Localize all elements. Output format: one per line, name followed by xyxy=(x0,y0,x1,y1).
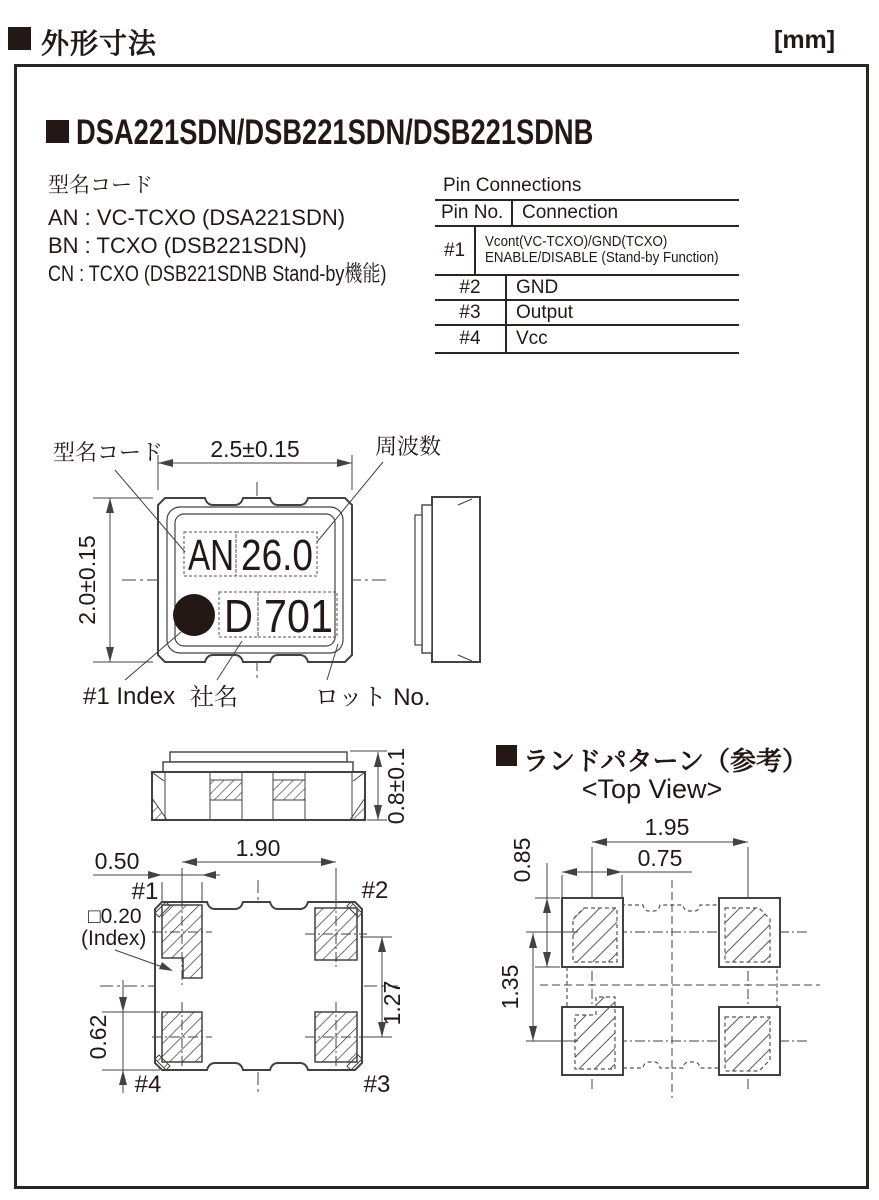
index-size: □0.20 xyxy=(88,905,142,928)
side-view-drawing xyxy=(145,740,425,825)
dim-pitch-y: 1.27 xyxy=(379,980,405,1026)
model-code-heading: 型名コード xyxy=(48,174,153,197)
pin-no: #1 xyxy=(435,227,476,274)
dim-pitch-x: 1.90 xyxy=(235,840,281,861)
arrowhead-icon xyxy=(106,647,114,662)
side-profile-lid xyxy=(422,505,432,653)
arrowhead-icon xyxy=(378,937,386,952)
dim-pad-width: 0.75 xyxy=(637,845,683,871)
arrowhead-icon xyxy=(202,871,216,879)
pin1-label: #1 xyxy=(131,878,159,905)
arrowhead-icon xyxy=(119,1070,127,1085)
marking-company: D xyxy=(224,590,253,642)
arrowhead-icon xyxy=(529,933,537,948)
arrowhead-icon xyxy=(543,898,551,913)
pad-4 xyxy=(162,1012,202,1062)
section-title: 外形寸法 xyxy=(41,28,158,59)
product-title: DSA221SDN/DSB221SDN/DSB221SDNB xyxy=(76,113,594,152)
land-pattern-drawing xyxy=(490,815,870,1110)
dim-pitch-y: 1.35 xyxy=(497,964,523,1010)
device-pad-overlay xyxy=(725,908,770,962)
pin-table-title: Pin Connections xyxy=(443,175,582,196)
table-row xyxy=(435,276,739,301)
table-row xyxy=(435,301,739,326)
arrowhead-icon xyxy=(562,868,577,876)
pin2-label: #2 xyxy=(361,877,389,904)
model-code-block xyxy=(48,172,461,288)
connection-col-header: Connection xyxy=(522,202,619,223)
pin-connection: Output xyxy=(516,301,574,323)
label-company: 社名 xyxy=(190,684,238,711)
title-bullet-icon xyxy=(46,120,69,143)
pin3-label: #3 xyxy=(363,1071,391,1098)
model-code-item: CN : TCXO (DSB221SDNB Stand-by機能) xyxy=(48,261,387,286)
pin-no: #2 xyxy=(435,276,507,299)
section-bullet-icon xyxy=(8,27,31,50)
side-profile-lid xyxy=(415,515,422,645)
arrowhead-icon xyxy=(592,838,607,846)
pad-section xyxy=(273,780,305,800)
table-row xyxy=(435,326,739,354)
marking-lot: 701 xyxy=(264,590,333,642)
dim-pad-height: 0.85 xyxy=(509,837,535,883)
pad-section xyxy=(210,780,242,800)
arrowhead-icon xyxy=(529,1026,537,1041)
body xyxy=(152,772,365,820)
dim-height: 2.0±0.15 xyxy=(74,535,100,625)
arrowhead-icon xyxy=(374,752,382,767)
arrowhead-icon xyxy=(321,858,336,866)
label-frequency: 周波数 xyxy=(375,434,442,459)
product-title-row xyxy=(46,113,739,153)
arrowhead-icon xyxy=(106,498,114,513)
pin-col-header: Pin No. xyxy=(435,201,513,225)
marking-frequency: 26.0 xyxy=(241,531,313,580)
device-pad-overlay xyxy=(573,908,617,962)
pin4-label: #4 xyxy=(134,1071,162,1098)
land-pattern-bullet-icon xyxy=(496,745,517,766)
unit-label: [mm] xyxy=(774,26,836,54)
pin-connection: Vcc xyxy=(516,328,548,349)
bottom-view-drawing xyxy=(60,840,420,1110)
land-pattern-header xyxy=(496,741,808,778)
dim-pitch-x: 1.95 xyxy=(644,815,690,840)
section-header xyxy=(8,22,157,62)
dim-pad-width: 0.50 xyxy=(94,848,140,874)
device-pad-overlay xyxy=(725,1017,770,1071)
lid-mid xyxy=(163,762,353,772)
pin-connection: GND xyxy=(516,276,559,298)
arrowhead-icon xyxy=(119,997,127,1012)
land-pattern-subheading: <Top View> xyxy=(581,774,723,804)
pin-connections-table xyxy=(435,175,739,354)
arrowhead-icon xyxy=(733,838,748,846)
arrowhead-icon xyxy=(543,952,551,967)
top-view-drawing xyxy=(45,430,510,720)
arrowhead-icon xyxy=(607,868,622,876)
pad-2 xyxy=(315,908,357,960)
label-model-code: 型名コード xyxy=(53,440,164,465)
table-row xyxy=(435,227,739,276)
label-lot: ロット No. xyxy=(315,684,431,711)
pin-no: #4 xyxy=(435,326,507,352)
arrowhead-icon xyxy=(374,805,382,820)
label-index: #1 Index xyxy=(83,683,176,710)
pin-no: #3 xyxy=(435,301,507,324)
dim-thickness: 0.8±0.1 xyxy=(383,747,409,825)
pin-table-grid xyxy=(435,199,739,354)
dim-pad-height: 0.62 xyxy=(85,1014,111,1060)
model-code-item: BN : TCXO (DSB221SDN) xyxy=(48,233,307,258)
pin1-index-dot xyxy=(173,594,215,636)
model-code-item: AN : VC-TCXO (DSA221SDN) xyxy=(48,205,346,230)
side-profile-body xyxy=(432,497,480,662)
pin-table-header-row xyxy=(435,201,739,227)
pad-3 xyxy=(315,1012,357,1062)
pin-connection: Vcont(VC-TCXO)/GND(TCXO) ENABLE/DISABLE (Stand-by Function) xyxy=(485,234,719,266)
arrowhead-icon xyxy=(337,459,352,467)
arrowhead-icon xyxy=(182,858,197,866)
lid-top xyxy=(170,752,347,762)
index-note: (Index) xyxy=(81,927,147,950)
land-pattern-heading: ランドパターン（参考） xyxy=(523,746,808,776)
marking-code: AN xyxy=(188,531,234,580)
dim-width: 2.5±0.15 xyxy=(210,436,300,462)
